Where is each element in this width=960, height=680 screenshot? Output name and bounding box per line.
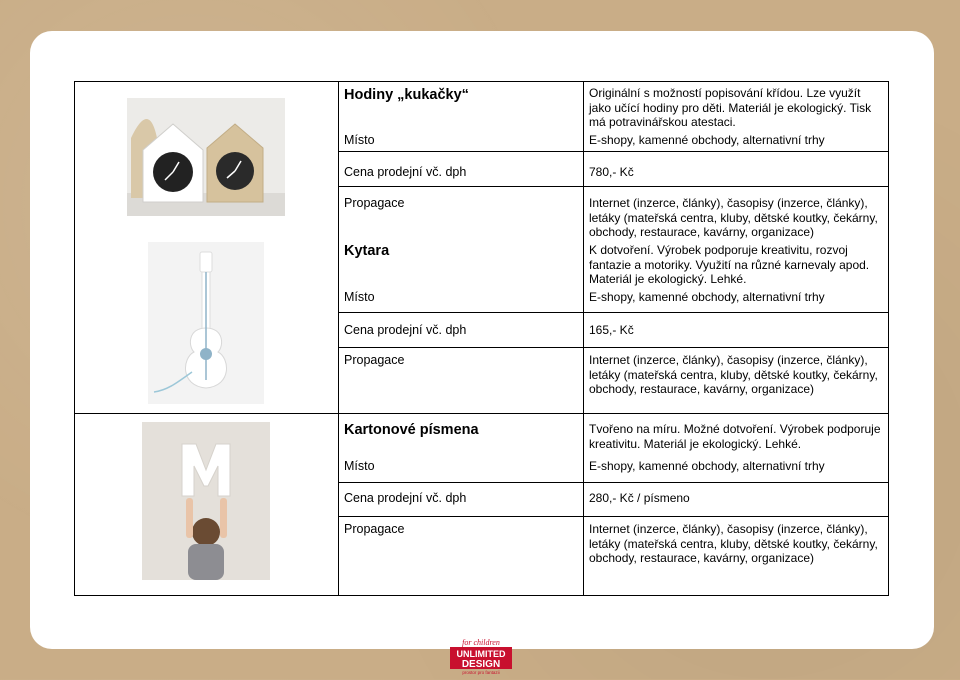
propagace-label: Propagace (344, 522, 405, 536)
row-divider (75, 413, 888, 414)
logo-line-design: DESIGN (461, 659, 501, 670)
row-divider (338, 482, 888, 483)
row-divider (338, 151, 888, 152)
product-table (74, 81, 889, 596)
brand-logo (448, 637, 514, 675)
propagace-value: Internet (inzerce, články), časopisy (inzerce, články), letáky (mateřská centra, kluby, dětské koutky, čekárny, obchody, restaurace, kavárny, organizace) (589, 196, 878, 239)
propagace-value: Internet (inzerce, články), časopisy (inzerce, články), letáky (mateřská centra, kluby, dětské koutky, čekárny, obchody, restaurace, kavárny, organizace) (589, 353, 878, 396)
cena-value: 165,- Kč (589, 323, 634, 337)
cena-value: 780,- Kč (589, 165, 634, 179)
logo-line-unlimited: UNLIMITED (456, 649, 506, 659)
misto-value: E-shopy, kamenné obchody, alternativní trhy (589, 459, 825, 473)
product-image-clocks (127, 98, 285, 216)
logo-tagline-top: for children (462, 638, 500, 647)
misto-label: Místo (344, 459, 375, 473)
logo-graphic (448, 637, 514, 675)
misto-label: Místo (344, 290, 375, 304)
row-divider (338, 312, 888, 313)
logo-tagline-bottom: prostor pro fantazii (462, 670, 500, 675)
clocks-illustration (127, 98, 285, 216)
letter-m-illustration (142, 422, 270, 580)
product-image-letters (142, 422, 270, 580)
guitar-illustration (148, 242, 264, 404)
cena-label: Cena prodejní vč. dph (344, 491, 467, 505)
cena-label: Cena prodejní vč. dph (344, 165, 467, 179)
propagace-value: Internet (inzerce, články), časopisy (inzerce, články), letáky (mateřská centra, kluby, dětské koutky, čekárny, obchody, restaurace, kavárny, organizace) (589, 522, 878, 565)
product-description: K dotvoření. Výrobek podporuje kreativitu, rozvoj fantazie a motoriky. Využití na různé karnevaly apod. Materiál je ekologický. Lehké. (589, 243, 870, 286)
product-image-guitar (148, 242, 264, 404)
column-divider (338, 82, 339, 595)
propagace-label: Propagace (344, 353, 405, 367)
cena-value: 280,- Kč / písmeno (589, 491, 690, 505)
product-title: Kartonové písmena (344, 422, 479, 438)
misto-label: Místo (344, 133, 375, 147)
row-divider (338, 516, 888, 517)
cena-label: Cena prodejní vč. dph (344, 323, 467, 337)
product-title: Kytara (344, 243, 390, 259)
product-description: Originální s možností popisování křídou. Lze využít jako učící hodiny pro děti. Materiál je ekologický. Tisk má potravinářskou atestaci. (589, 86, 872, 129)
misto-value: E-shopy, kamenné obchody, alternativní trhy (589, 290, 825, 304)
product-title: Hodiny „kukačky“ (344, 87, 469, 103)
misto-value: E-shopy, kamenné obchody, alternativní trhy (589, 133, 825, 147)
row-divider (338, 347, 888, 348)
column-divider (583, 82, 584, 595)
row-divider (338, 186, 888, 187)
product-description: Tvořeno na míru. Možné dotvoření. Výrobek podporuje kreativitu. Materiál je ekologický. Lehké. (589, 422, 881, 451)
page-sheet (30, 31, 934, 675)
propagace-label: Propagace (344, 196, 405, 210)
